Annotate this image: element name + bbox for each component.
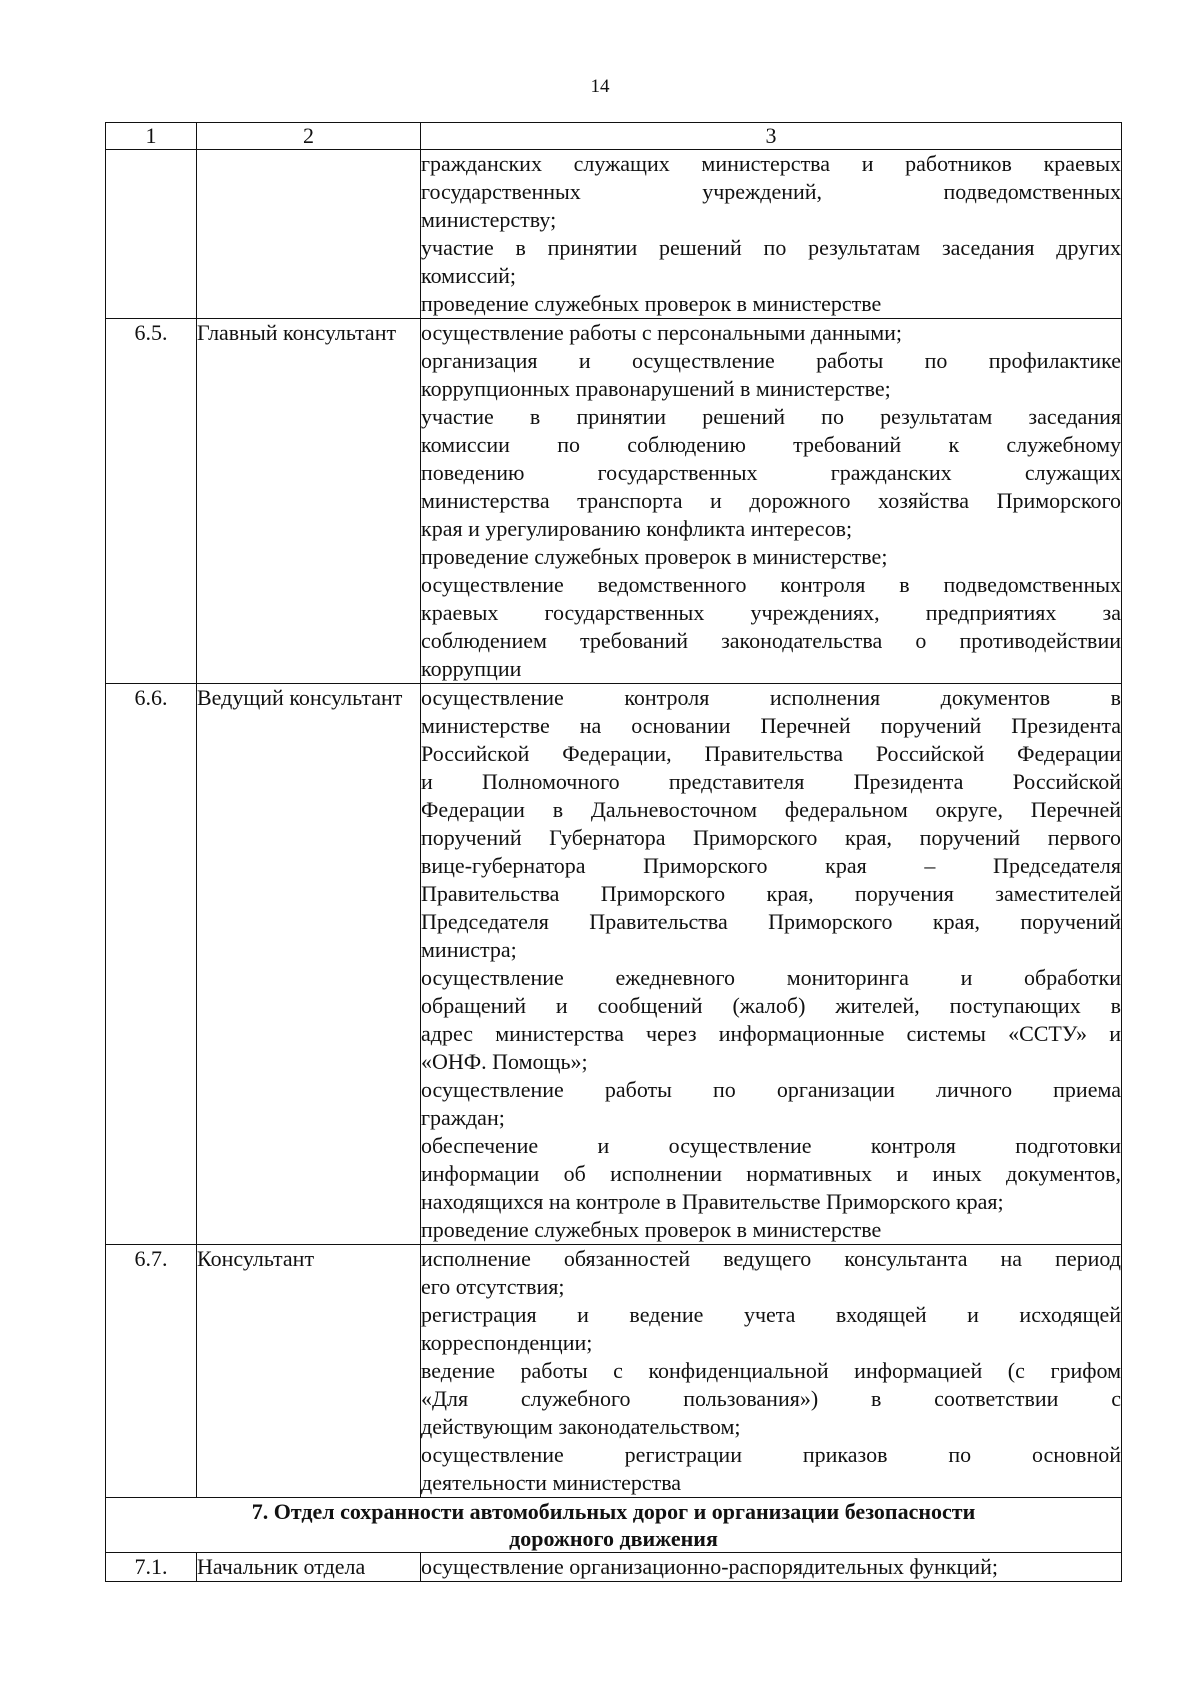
duty-line: «Для служебного пользования») в соответствии с [421,1386,1121,1411]
section-heading-row [106,1498,1122,1553]
row-number: 6.6. [106,684,197,1245]
duty-line: комиссий; [421,263,517,288]
header-row [106,123,1122,150]
header-col-2: 2 [197,123,421,150]
duty-line: его отсутствия; [421,1274,565,1299]
duty-line: гражданских служащих министерства и работников краевых [421,151,1121,176]
section-heading-line2: дорожного движения [509,1526,718,1551]
duty-line: министерства транспорта и дорожного хозяйства Приморского [421,488,1121,513]
duty-line: осуществление работы с персональными данными; [421,320,903,345]
duty-line: соблюдением требований законодательства о противодействии [421,628,1121,653]
duty-line: участие в принятии решений по результатам заседания других [421,235,1121,260]
duty-line: края и урегулированию конфликта интересов; [421,516,853,541]
duty-line: осуществление ежедневного мониторинга и обработки [421,965,1121,990]
duty-line: министерстве на основании Перечней поручений Президента [421,713,1121,738]
position-title: Консультант [197,1245,421,1498]
duty-line: проведение служебных проверок в министерстве [421,1217,882,1242]
table-row [106,319,1122,684]
duties-cell [421,684,1122,1245]
duty-line: осуществление регистрации приказов по основной [421,1442,1121,1467]
duty-line: поручений Губернатора Приморского края, поручений первого [421,825,1121,850]
position-title: Начальник отдела [197,1553,421,1582]
duty-line: проведение служебных проверок в министерстве [421,291,882,316]
position-title [197,150,421,319]
duty-line: информации об исполнении нормативных и иных документов, [421,1161,1121,1186]
duty-line: граждан; [421,1105,505,1130]
duty-line: исполнение обязанностей ведущего консультанта на период [421,1246,1121,1271]
duty-line: обращений и сообщений (жалоб) жителей, поступающих в [421,993,1121,1018]
duty-line: осуществление организационно-распорядительных функций; [421,1554,998,1579]
duty-line: «ОНФ. Помощь»; [421,1049,588,1074]
table-row [106,684,1122,1245]
duty-line: комиссии по соблюдению требований к служебному [421,432,1121,457]
table-body [106,123,1122,1582]
duty-line: вице-губернатора Приморского края – Председателя [421,853,1121,878]
duty-line: Федерации в Дальневосточном федеральном округе, Перечней [421,797,1121,822]
duty-line: осуществление ведомственного контроля в подведомственных [421,572,1121,597]
duties-cell [421,150,1122,319]
section-heading-line1: 7. Отдел сохранности автомобильных дорог и организации безопасности [251,1499,976,1524]
duty-line: осуществление работы по организации личного приема [421,1077,1121,1102]
duty-line: краевых государственных учреждениях, предприятиях за [421,600,1121,625]
duty-line: коррупции [421,656,522,681]
duty-line: корреспонденции; [421,1330,593,1355]
row-number: 6.7. [106,1245,197,1498]
row-number [106,150,197,319]
duty-line: министра; [421,937,517,962]
duty-line: организация и осуществление работы по профилактике [421,348,1121,373]
duty-line: деятельности министерства [421,1470,682,1495]
duty-line: находящихся на контроле в Правительстве Приморского края; [421,1189,1004,1214]
duty-line: участие в принятии решений по результатам заседания [421,404,1121,429]
duty-line: Правительства Приморского края, поручения заместителей [421,881,1121,906]
table-row [106,150,1122,319]
duty-line: адрес министерства через информационные системы «ССТУ» и [421,1021,1121,1046]
duty-line: государственных учреждений, подведомственных [421,179,1121,204]
table-row [106,1553,1122,1582]
header-col-3: 3 [421,123,1122,150]
position-title: Ведущий консультант [197,684,421,1245]
table-row [106,1245,1122,1498]
row-number: 6.5. [106,319,197,684]
duty-line: коррупционных правонарушений в министерстве; [421,376,891,401]
duty-line: Российской Федерации, Правительства Российской Федерации [421,741,1121,766]
duties-cell [421,1553,1122,1582]
section-heading [106,1498,1122,1553]
duty-line: министерству; [421,207,557,232]
duty-line: осуществление контроля исполнения документов в [421,685,1121,710]
duty-line: ведение работы с конфиденциальной информацией (с грифом [421,1358,1121,1383]
duty-line: регистрация и ведение учета входящей и исходящей [421,1302,1121,1327]
duty-line: поведению государственных гражданских служащих [421,460,1121,485]
duties-cell [421,1245,1122,1498]
header-col-1: 1 [106,123,197,150]
duties-table [105,122,1122,1582]
page-number: 14 [590,76,610,97]
duty-line: действующим законодательством; [421,1414,741,1439]
duty-line: обеспечение и осуществление контроля подготовки [421,1133,1121,1158]
duty-line: проведение служебных проверок в министерстве; [421,544,888,569]
duties-cell [421,319,1122,684]
row-number: 7.1. [106,1553,197,1582]
position-title: Главный консультант [197,319,421,684]
duty-line: и Полномочного представителя Президента Российской [421,769,1121,794]
duty-line: Председателя Правительства Приморского края, поручений [421,909,1121,934]
